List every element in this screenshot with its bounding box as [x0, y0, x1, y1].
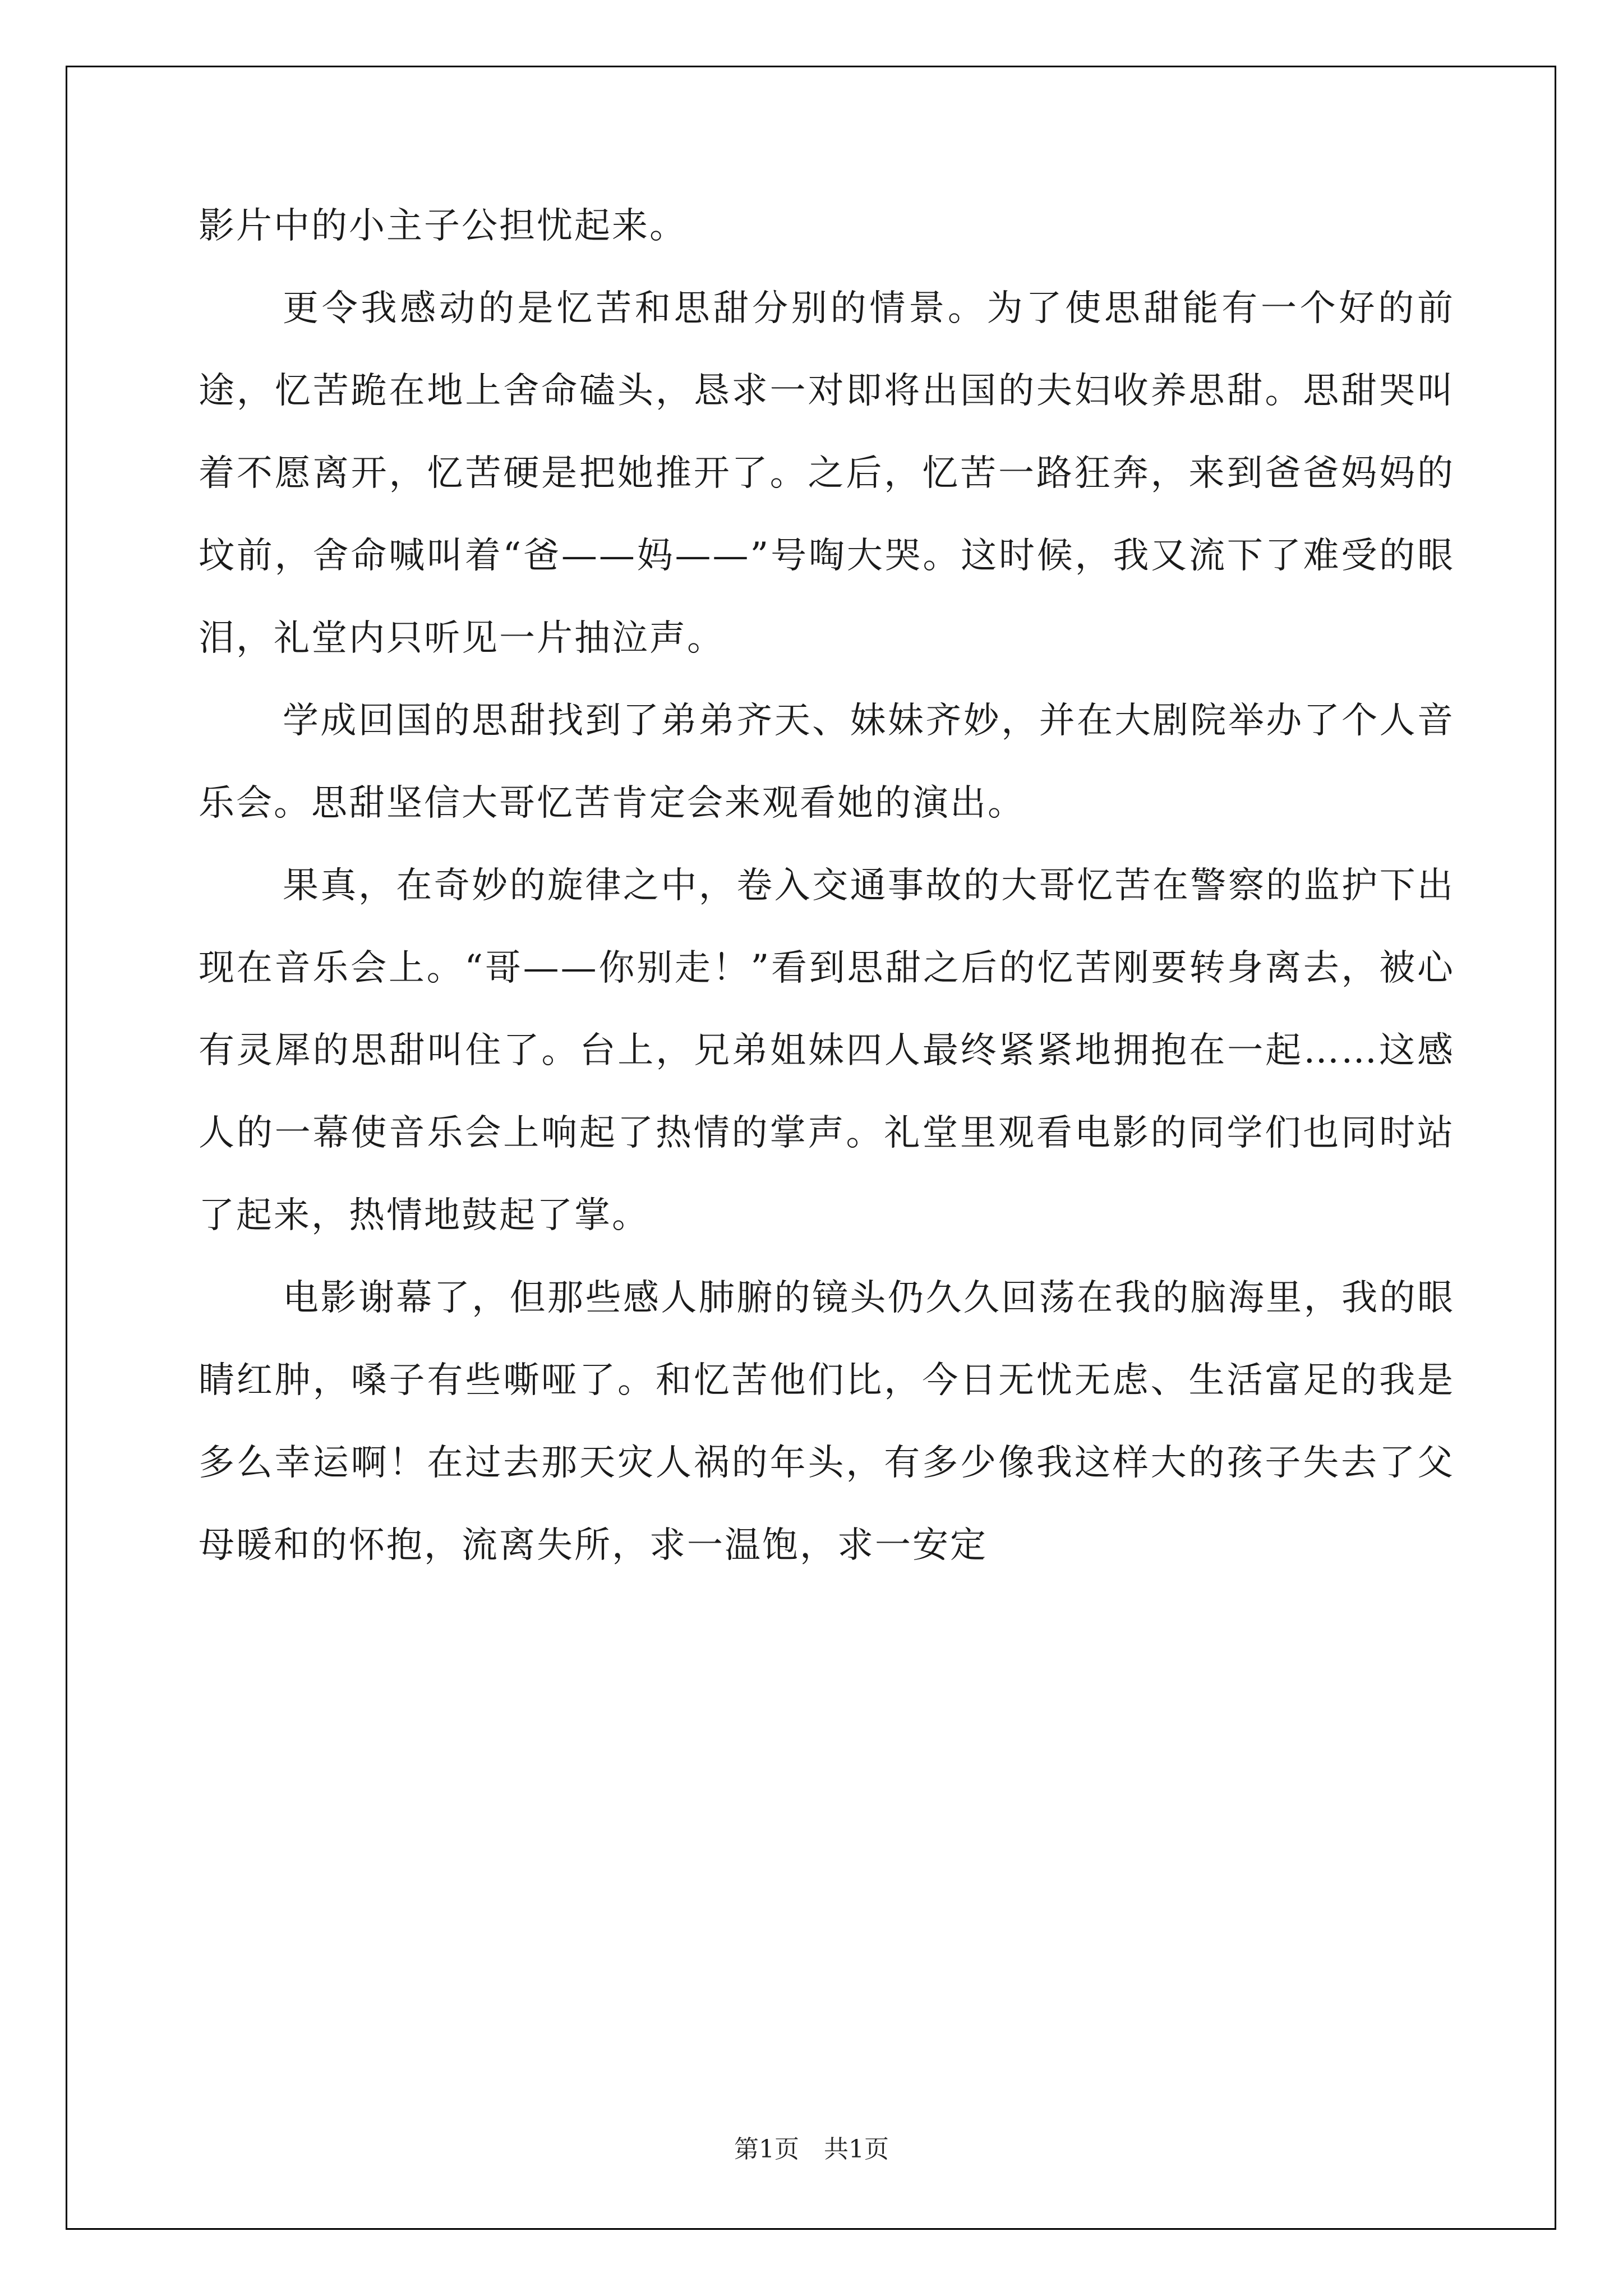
document-body	[199, 185, 1455, 1587]
paragraph-1: 影片中的小主子公担忧起来。	[199, 205, 687, 247]
paragraph-2: 更令我感动的是忆苦和思甜分别的情景。为了使思甜能有一个好的前途，忆苦跪在地上舍命磕头，恳求一对即将出国的夫妇收养思甜。思甜哭叫着不愿离开，忆苦硬是把她推开了。之后，忆苦一路狂奔，来到爸爸妈妈的坟前，舍命喊叫着“爸——妈——”号啕大哭。这时候，我又流下了难受的眼泪，礼堂内只听见一片抽泣声。	[199, 288, 1455, 659]
paragraph-3: 学成回国的思甜找到了弟弟齐天、妹妹齐妙，并在大剧院举办了个人音乐会。思甜坚信大哥忆苦肯定会来观看她的演出。	[199, 700, 1455, 824]
paragraph-5: 电影谢幕了，但那些感人肺腑的镜头仍久久回荡在我的脑海里，我的眼睛红肿，嗓子有些嘶哑了。和忆苦他们比，今日无忧无虑、生活富足的我是多么幸运啊！在过去那天灾人祸的年头，有多少像我这样大的孩子失去了父母暖和的怀抱，流离失所，求一温饱，求一安定	[199, 1277, 1455, 1566]
page-footer: 第1页 共1页	[734, 2135, 889, 2164]
paragraph-4: 果真，在奇妙的旋律之中，卷入交通事故的大哥忆苦在警察的监护下出现在音乐会上。“哥——你别走！”看到思甜之后的忆苦刚要转身离去，被心有灵犀的思甜叫住了。台上，兄弟姐妹四人最终紧紧地拥抱在一起……这感人的一幕使音乐会上响起了热情的掌声。礼堂里观看电影的同学们也同时站了起来，热情地鼓起了掌。	[199, 865, 1455, 1236]
